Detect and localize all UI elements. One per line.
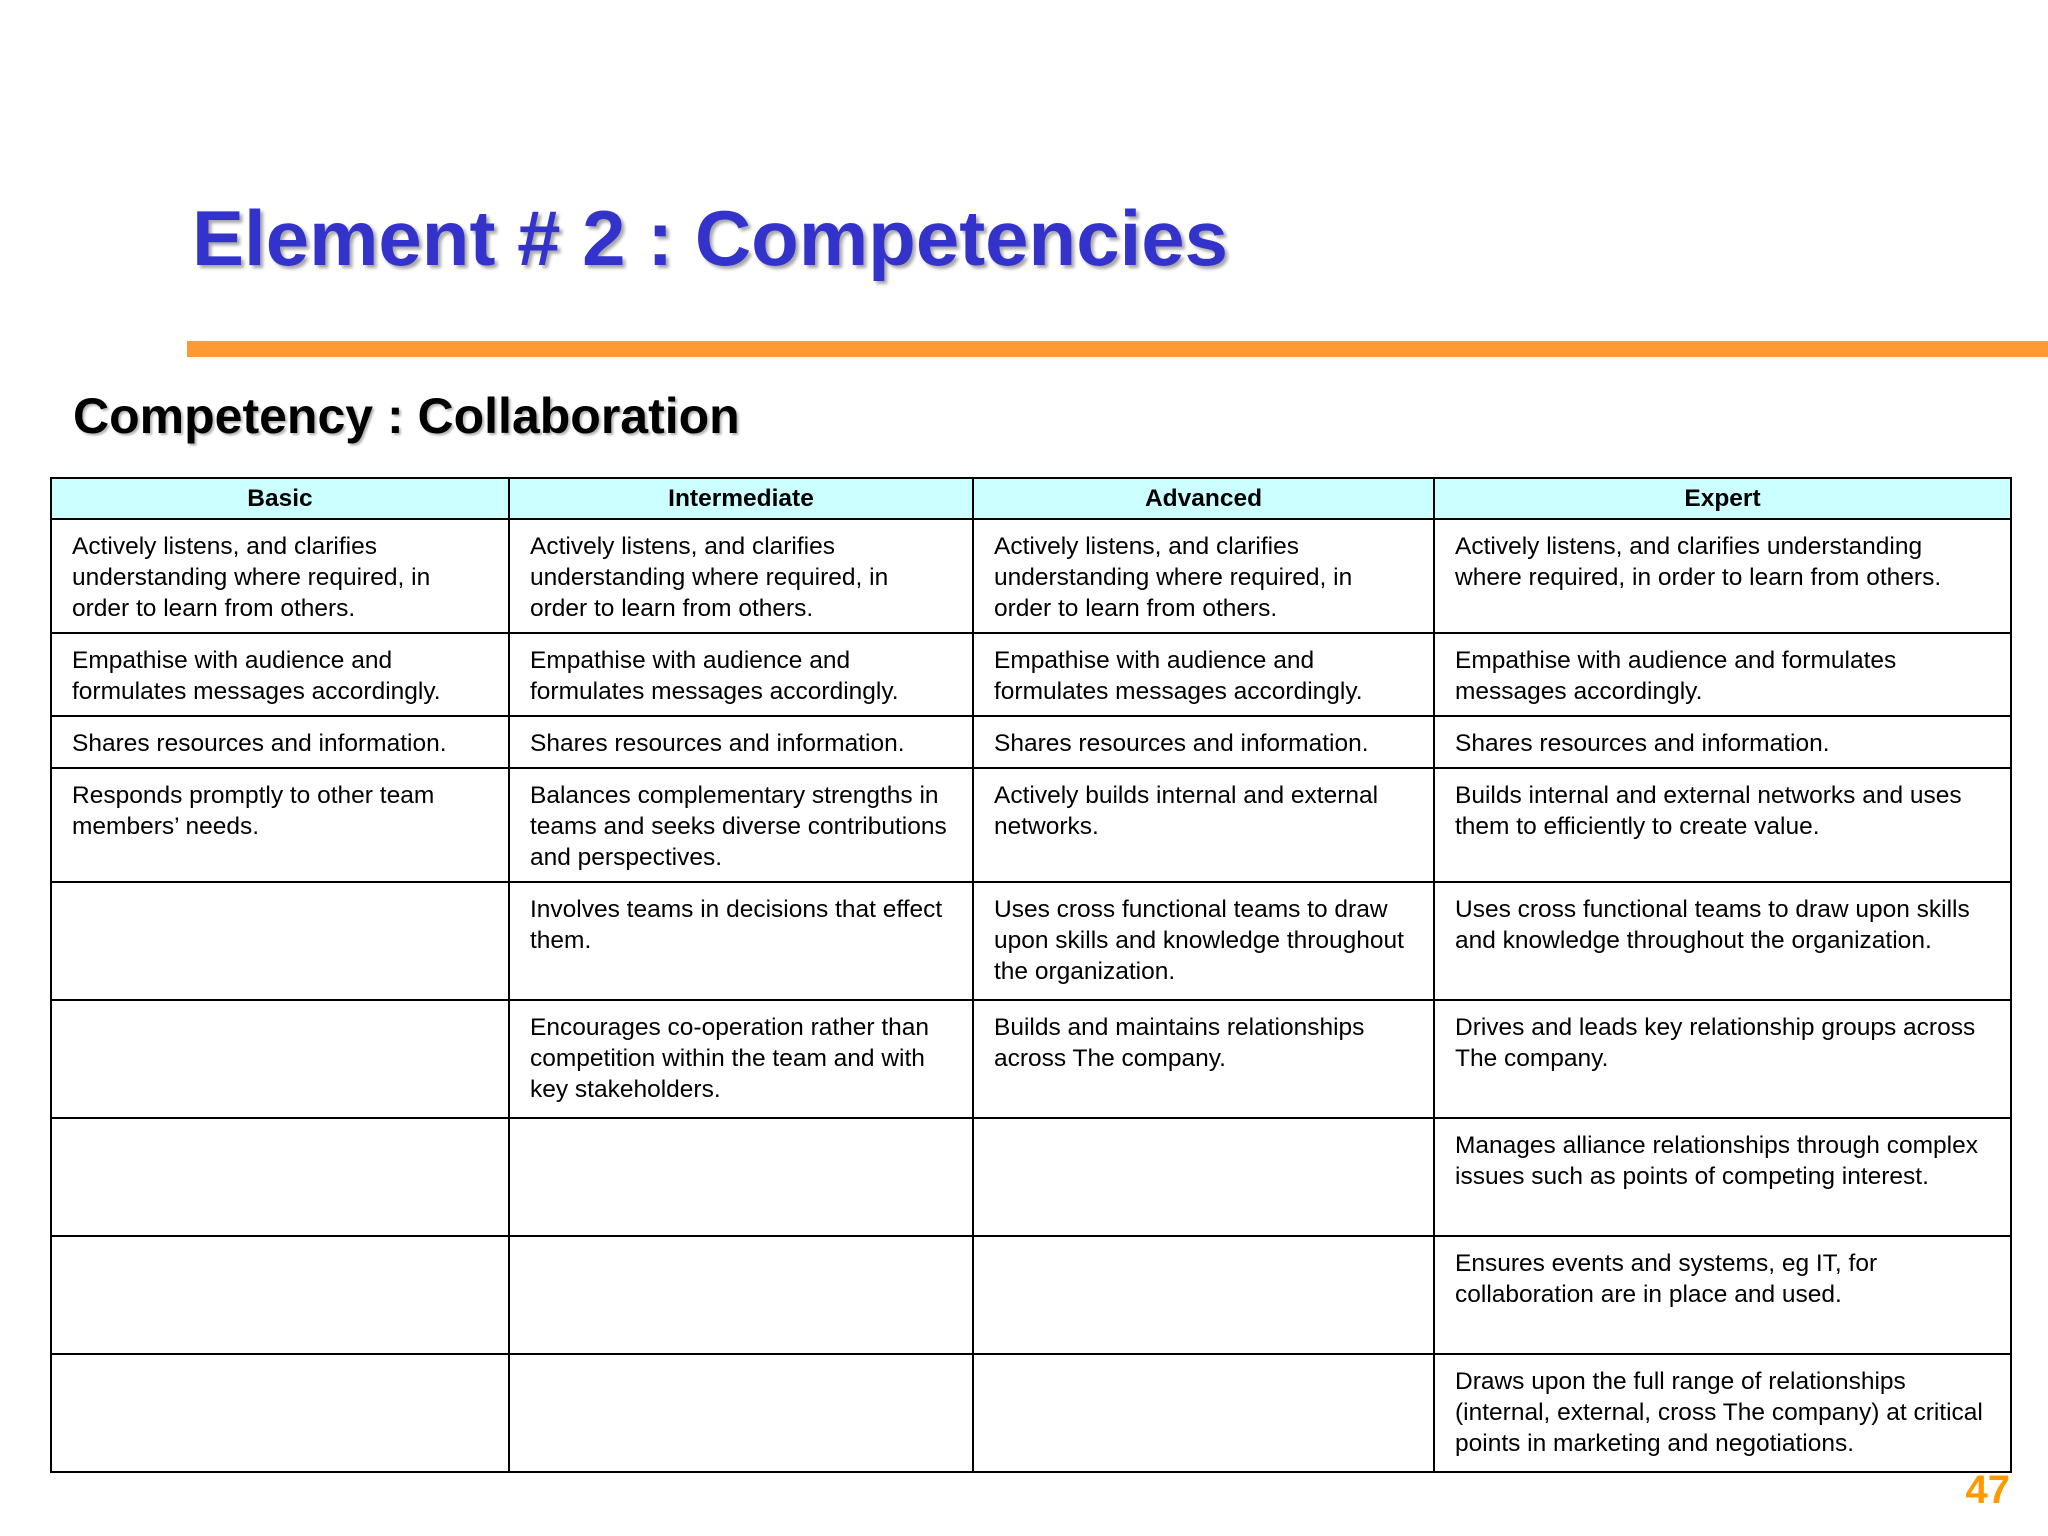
table-cell: Draws upon the full range of relationships (internal, external, cross The company) at critical points in marketing and negotiations.	[1434, 1354, 2011, 1472]
table-row	[51, 1118, 2011, 1236]
table-cell: Shares resources and information.	[973, 716, 1434, 768]
table-cell: Manages alliance relationships through complex issues such as points of competing interest.	[1434, 1118, 2011, 1236]
title-underline-rule	[187, 341, 2048, 357]
table-cell: Empathise with audience and formulates messages accordingly.	[509, 633, 973, 716]
table-cell: Empathise with audience and formulates messages accordingly.	[51, 633, 509, 716]
table-cell: Responds promptly to other team members’ needs.	[51, 768, 509, 882]
header-expert: Expert	[1434, 478, 2011, 519]
table-header-row	[51, 478, 2011, 519]
slide-title: Element # 2 : Competencies	[192, 194, 1229, 282]
table-row	[51, 882, 2011, 1000]
table-row	[51, 633, 2011, 716]
table-cell: Empathise with audience and formulates messages accordingly.	[973, 633, 1434, 716]
table-row	[51, 1000, 2011, 1118]
table-row	[51, 716, 2011, 768]
table-cell: Empathise with audience and formulates messages accordingly.	[1434, 633, 2011, 716]
table-cell: Builds internal and external networks and uses them to efficiently to create value.	[1434, 768, 2011, 882]
table-cell: Shares resources and information.	[51, 716, 509, 768]
table-cell: Encourages co-operation rather than competition within the team and with key stakeholders.	[509, 1000, 973, 1118]
table-cell: Uses cross functional teams to draw upon skills and knowledge throughout the organization.	[973, 882, 1434, 1000]
table-cell	[51, 1354, 509, 1472]
header-advanced: Advanced	[973, 478, 1434, 519]
table-cell	[51, 1118, 509, 1236]
page-number: 47	[1965, 1468, 2010, 1512]
table-cell: Actively listens, and clarifies understanding where required, in order to learn from others.	[509, 519, 973, 633]
header-basic: Basic	[51, 478, 509, 519]
competency-table	[50, 477, 2012, 1473]
table-row	[51, 768, 2011, 882]
table-row	[51, 1354, 2011, 1472]
table-cell	[509, 1354, 973, 1472]
table-cell: Balances complementary strengths in teams and seeks diverse contributions and perspectives.	[509, 768, 973, 882]
table-cell	[509, 1118, 973, 1236]
table-cell: Shares resources and information.	[1434, 716, 2011, 768]
table-cell: Uses cross functional teams to draw upon skills and knowledge throughout the organization.	[1434, 882, 2011, 1000]
table-row	[51, 519, 2011, 633]
table-cell	[973, 1118, 1434, 1236]
table-cell: Involves teams in decisions that effect them.	[509, 882, 973, 1000]
table-cell	[51, 1000, 509, 1118]
table-cell	[973, 1354, 1434, 1472]
table-cell	[509, 1236, 973, 1354]
table-cell: Builds and maintains relationships across The company.	[973, 1000, 1434, 1118]
table-cell: Ensures events and systems, eg IT, for collaboration are in place and used.	[1434, 1236, 2011, 1354]
table-cell: Actively listens, and clarifies understanding where required, in order to learn from others.	[973, 519, 1434, 633]
table-row	[51, 1236, 2011, 1354]
table-cell: Actively builds internal and external networks.	[973, 768, 1434, 882]
table-cell: Actively listens, and clarifies understanding where required, in order to learn from others.	[51, 519, 509, 633]
header-intermediate: Intermediate	[509, 478, 973, 519]
table-cell	[51, 1236, 509, 1354]
table-cell	[51, 882, 509, 1000]
table-cell: Shares resources and information.	[509, 716, 973, 768]
competency-subtitle: Competency : Collaboration	[73, 388, 740, 444]
table-cell: Drives and leads key relationship groups across The company.	[1434, 1000, 2011, 1118]
table-cell	[973, 1236, 1434, 1354]
table-cell: Actively listens, and clarifies understanding where required, in order to learn from others.	[1434, 519, 2011, 633]
